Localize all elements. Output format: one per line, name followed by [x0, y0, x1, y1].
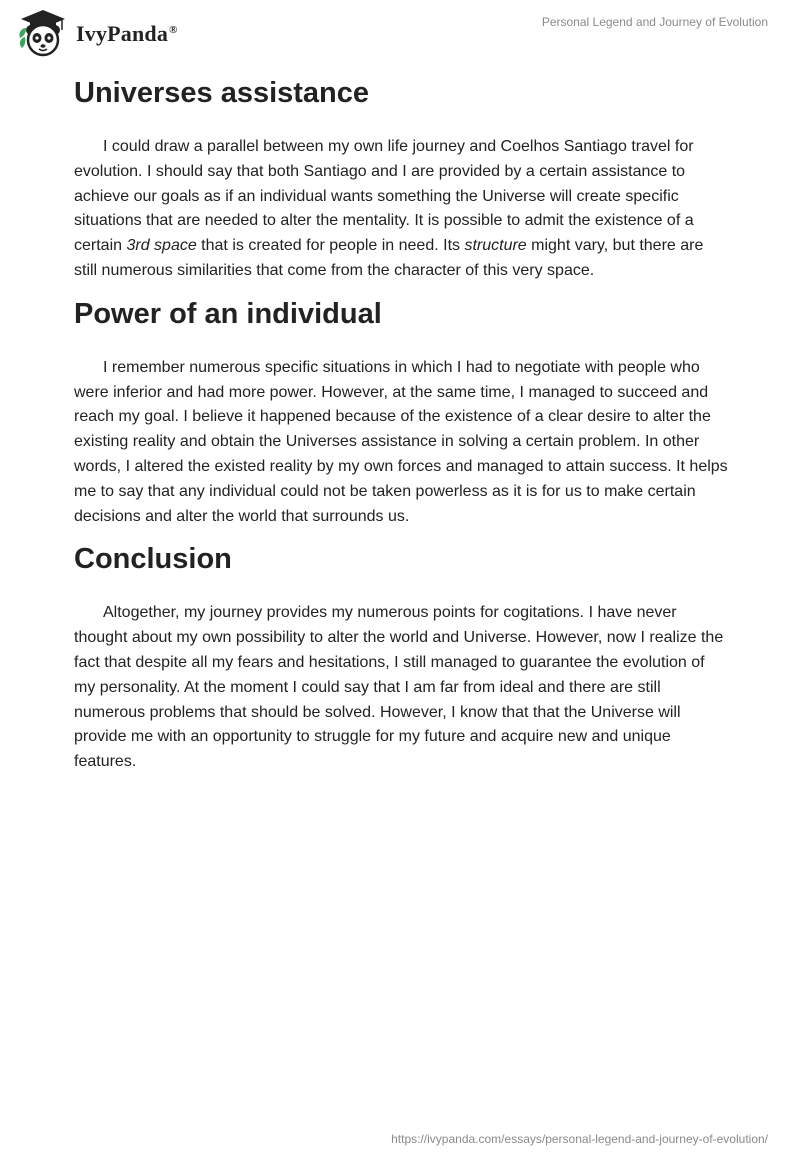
- section-paragraph-conclusion: Altogether, my journey provides my numerous points for cogitations. I have never thought about my own possibility to alter the world and Universe. However, now I realize the fact that despite all my fears and hesitations, I still managed to guarantee the evolution of my personality. At the moment I could say that I am far from ideal and there are still numerous problems that should be solved. However, I know that that the Universe will provide me with an opportunity to struggle for my future and acquire new and unique features.: [74, 604, 724, 771]
- section-heading-power-of-an-individual: Power of an individual: [74, 297, 382, 330]
- ivypanda-logo[interactable]: [16, 8, 178, 58]
- logo-wordmark: IvyPanda®: [76, 21, 178, 46]
- section-paragraph-power-of-an-individual: I remember numerous specific situations in which I had to negotiate with people who were inferior and had more power. However, at the same time, I managed to succeed and reach my goal. I believe it happened because of the existence of a clear desire to alter the existing reality and obtain the Universes assistance in solving a certain problem. In other words, I altered the existed reality by my own forces and managed to attain success. It helps me to say that any individual could not be taken powerless as it is for us to make certain decisions and alter the world that surrounds us.: [74, 358, 728, 525]
- section-heading-conclusion: Conclusion: [74, 543, 232, 576]
- essay-body: [74, 72, 728, 775]
- section-heading-universes-assistance: Universes assistance: [74, 77, 370, 109]
- emphasis-structure: structure: [464, 237, 527, 255]
- panda-graduate-icon: [16, 8, 70, 58]
- page-header: [0, 0, 800, 70]
- emphasis-3rd-space: 3rd space: [126, 237, 197, 255]
- source-url[interactable]: https://ivypanda.com/essays/personal-legend-and-journey-of-evolution/: [391, 1132, 768, 1146]
- section-paragraph-universes-assistance: I could draw a parallel between my own life journey and Coelhos Santiago travel for evolution. I should say that both Santiago and I are provided by a certain assistance to achieve our goals as if an individual wants something the Universe will create specific situations that are needed to alter the mentality. It is possible to admit the existence of a certain 3rd space that is created for people in need. Its structure might vary, but there are still numerous similarities that come from the character of this very space.: [74, 138, 704, 279]
- document-title: Personal Legend and Journey of Evolution: [541, 15, 768, 29]
